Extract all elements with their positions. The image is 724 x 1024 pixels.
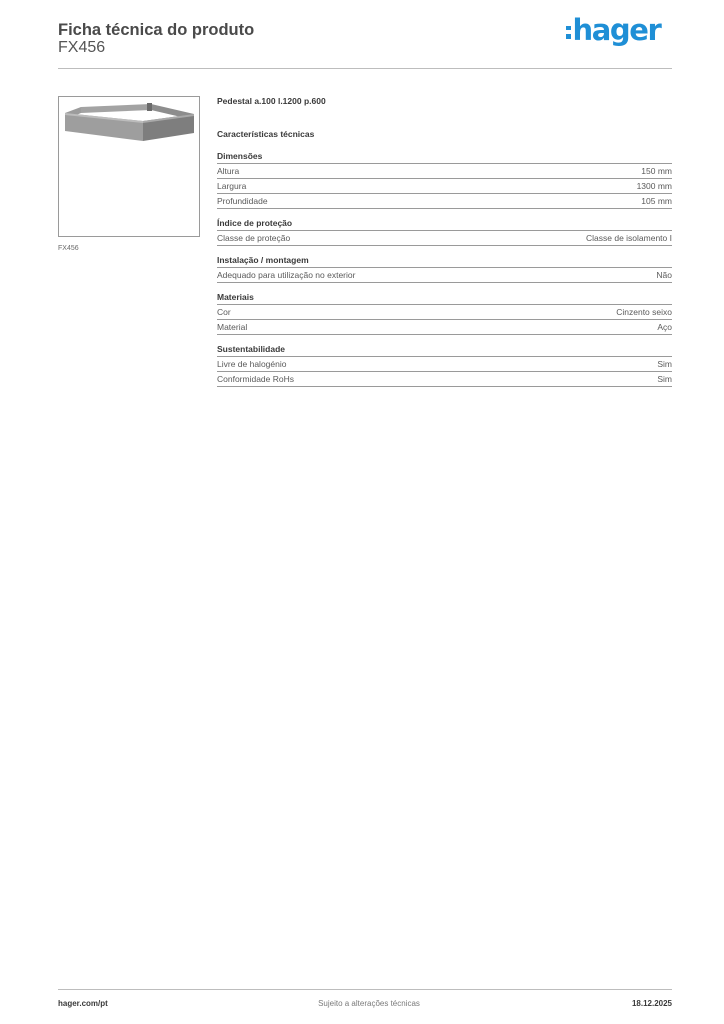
product-code: FX456 xyxy=(58,39,106,56)
section-protection xyxy=(217,217,672,246)
specifications-panel xyxy=(217,96,672,387)
spec-label: Livre de halogénio xyxy=(217,359,287,369)
product-name: Pedestal a.100 l.1200 p.600 xyxy=(217,96,326,106)
section-title: Instalação / montagem xyxy=(217,254,672,268)
spec-label: Cor xyxy=(217,307,231,317)
spec-row xyxy=(217,231,672,246)
pedestal-frame-image xyxy=(59,97,199,236)
logo-wordmark: hager xyxy=(572,13,661,47)
hager-logo xyxy=(566,14,660,46)
footer-note: Sujeito a alterações técnicas xyxy=(318,999,420,1008)
spec-value: Aço xyxy=(657,322,672,332)
spec-row xyxy=(217,320,672,335)
spec-row xyxy=(217,179,672,194)
spec-label: Adequado para utilização no exterior xyxy=(217,270,356,280)
spec-label: Conformidade RoHs xyxy=(217,374,295,384)
spec-value: Sim xyxy=(657,359,672,369)
spec-value: 150 mm xyxy=(641,166,672,176)
spec-row xyxy=(217,268,672,283)
characteristics-heading: Características técnicas xyxy=(217,129,315,139)
footer-website-link[interactable]: hager.com/pt xyxy=(58,999,108,1008)
section-title: Dimensões xyxy=(217,150,672,164)
product-image-frame xyxy=(58,96,200,237)
section-title: Índice de proteção xyxy=(217,217,672,231)
spec-row xyxy=(217,372,672,387)
section-dimensions xyxy=(217,150,672,209)
spec-label: Profundidade xyxy=(217,196,268,206)
logo-colon-icon xyxy=(566,26,571,39)
spec-label: Classe de proteção xyxy=(217,233,291,243)
spec-label: Largura xyxy=(217,181,247,191)
document-title: Ficha técnica do produto xyxy=(58,21,255,39)
spec-value: 1300 mm xyxy=(636,181,672,191)
section-materials xyxy=(217,291,672,335)
header-divider xyxy=(58,68,672,69)
spec-row xyxy=(217,305,672,320)
spec-row xyxy=(217,357,672,372)
image-caption: FX456 xyxy=(58,245,79,252)
section-installation xyxy=(217,254,672,283)
spec-row xyxy=(217,164,672,179)
spec-value: Classe de isolamento I xyxy=(586,233,672,243)
spec-value: 105 mm xyxy=(641,196,672,206)
spec-label: Material xyxy=(217,322,248,332)
spec-value: Não xyxy=(656,270,672,280)
footer-divider xyxy=(58,989,672,990)
spec-value: Sim xyxy=(657,374,672,384)
spec-row xyxy=(217,194,672,209)
section-title: Materiais xyxy=(217,291,672,305)
footer-date: 18.12.2025 xyxy=(631,999,672,1008)
section-title: Sustentabilidade xyxy=(217,343,672,357)
section-sustainability xyxy=(217,343,672,387)
spec-value: Cinzento seixo xyxy=(616,307,672,317)
spec-label: Altura xyxy=(217,166,240,176)
